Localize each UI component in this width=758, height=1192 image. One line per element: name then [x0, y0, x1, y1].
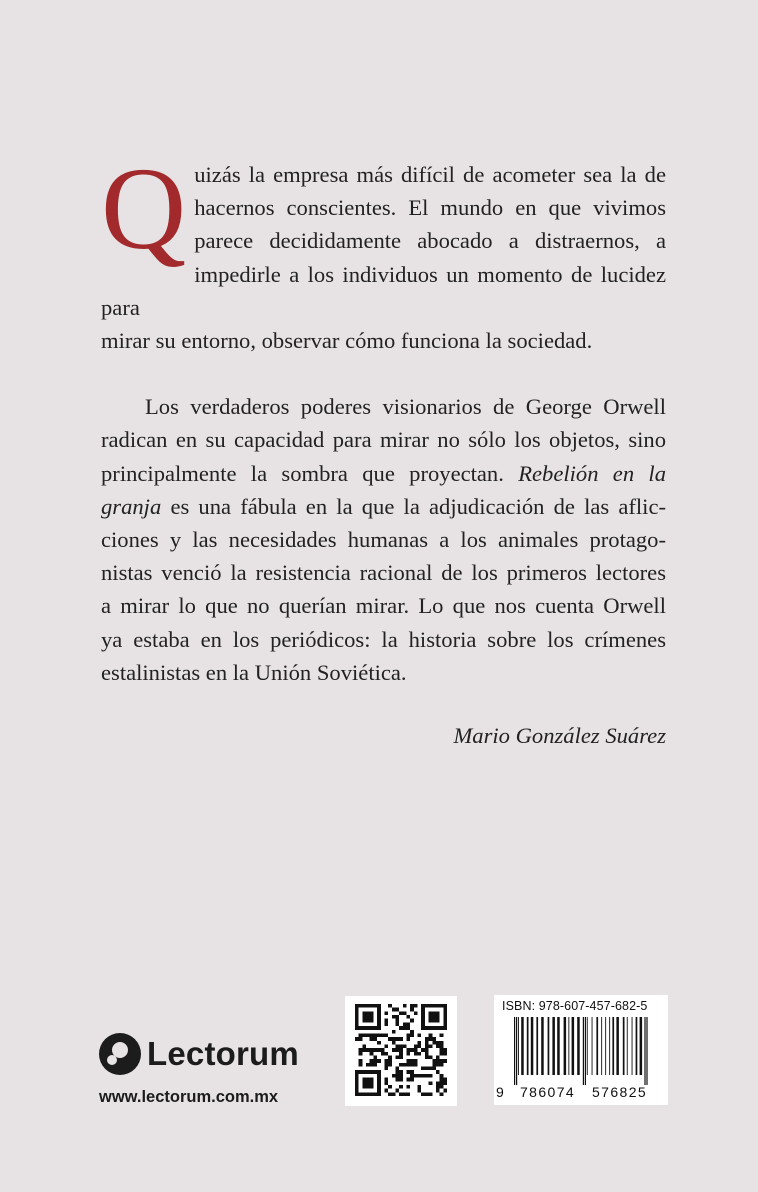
blurb-line: impedirle a los individuos un momento de lucidez para: [101, 261, 666, 320]
book-title-italic: granja: [101, 493, 162, 519]
blurb-line: hacernos conscientes. El mundo en que vivimos: [194, 195, 666, 221]
blurb-text-segment: es una fábula en la que la adjudicación de las aflic-: [170, 493, 666, 519]
barcode-digits-right: 576825: [592, 1084, 648, 1100]
lectorum-logo-icon: [99, 1033, 141, 1075]
blurb-line: Los verdaderos poderes visionarios de George Orwell: [145, 394, 666, 420]
publisher-logo: [99, 1030, 309, 1078]
barcode-bars: [500, 1017, 662, 1085]
blurb-line: estalinistas en la Unión Soviética.: [101, 659, 407, 685]
blurb-paragraph-1: [101, 143, 666, 357]
blurb-line: uizás la empresa más difícil de acometer sea la de: [194, 162, 666, 187]
blurb-line: mirar su entorno, observar cómo funciona la sociedad.: [101, 328, 593, 354]
blurb-line: [101, 490, 666, 523]
drop-cap-letter: Q: [101, 143, 187, 274]
publisher-name: Lectorum: [147, 1035, 299, 1072]
isbn-barcode: [494, 995, 668, 1105]
blurb-line: parece decididamente abocado a distraernos, a: [194, 228, 666, 254]
qr-code[interactable]: [345, 996, 457, 1106]
qr-code-icon: [355, 1004, 447, 1096]
publisher-block: [99, 1030, 309, 1107]
publisher-website[interactable]: www.lectorum.com.mx: [99, 1088, 279, 1106]
blurb-line: nistas venció la resistencia racional de los primeros lectores: [101, 560, 666, 586]
barcode-digits-left: 786074: [520, 1084, 576, 1100]
isbn-label: ISBN: 978-607-457-682-5: [502, 999, 648, 1013]
blurb-text-segment: principalmente la sombra que proyectan.: [101, 460, 504, 486]
blurb-line: ya estaba en los periódicos: la historia sobre los crímenes: [101, 626, 666, 652]
blurb-text: [101, 143, 667, 752]
barcode-digit-first: 9: [496, 1084, 504, 1100]
blurb-line: a mirar lo que no querían mirar. Lo que nos cuenta Orwell: [101, 593, 666, 619]
author-signature: Mario González Suárez: [453, 723, 666, 749]
blurb-paragraph-2: [101, 390, 666, 689]
blurb-line: radican en su capacidad para mirar no sólo los objetos, sino: [101, 427, 666, 453]
blurb-line: ciones y las necesidades humanas a los animales protago-: [101, 527, 666, 553]
blurb-line: [101, 457, 666, 490]
book-title-italic: Rebelión en la: [518, 460, 667, 486]
